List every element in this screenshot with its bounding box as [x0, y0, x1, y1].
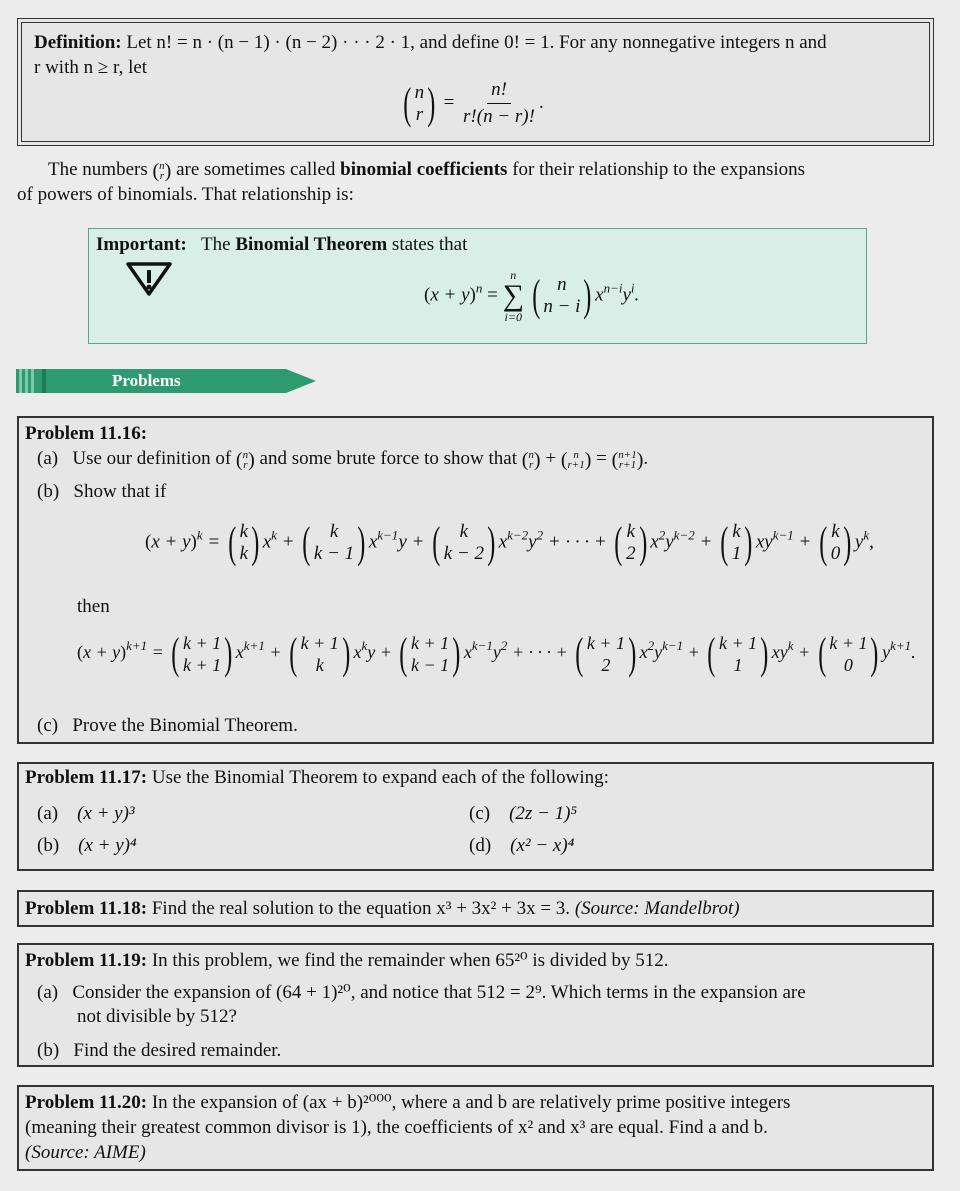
problem-11-20: [17, 1085, 934, 1171]
problem-11-16: Problem 11.16: (a) Use our definition of ( n r ) and some brute force to show that ( n r ) + ( n r+1 ) = ( n+1 r+1 ) . (b) Show that if $(x + y)^k$ = ( k k ) $x^k$ + ( k k − 1 ) $x^{k-1}y$ + ( k k − 2 ) $x^{k-2}y^2$ + · · · + ( k 2 ) $x^2y^{k-2}$ + ( k 1 ) $xy^{k-1}$ + ( k 0 ) $y^k$, then $(x + y)^{k+1}$ = ( k + 1 k + 1 ) $x^{k+1}$ + ( k + 1 k ) $x^ky$ + ( k + 1 k − 1 ) $x^{k-1}y^2$ + · · · + ( k + 1 2 ) $x^2y^{k-1}$ + ( k + 1 1 ) $xy^k$ + ( k + 1 0 ) $y^{k+1}$. (c) Prove the Binomial Theorem.: [17, 416, 934, 744]
expansion-k1-formula: $(x + y)^{k+1}$ = ( k + 1 k + 1 ) $x^{k+1}$ + ( k + 1 k ) $x^ky$ + ( k + 1 k − 1 ) $x^{k-1}y^2$ + · · · + ( k + 1 2 ) $x^2y^{k-1}$ + ( k + 1 1 ) $xy^k$ + ( k + 1 0 ) $y^{k+1}$.: [77, 629, 916, 678]
p19-label: Problem 11.19:: [25, 950, 148, 971]
p17-item-b: [37, 834, 137, 858]
definition-label: Definition:: [34, 32, 122, 53]
intro-line-2: of powers of binomials. That relationship is:: [17, 184, 354, 205]
p19-b-text: Find the desired remainder.: [73, 1040, 282, 1061]
p19-a-text-2: not divisible by 512?: [77, 1006, 237, 1027]
definition-text-2: r with n ≥ r, let: [34, 57, 148, 78]
p17-item-d-tag: (d): [469, 835, 492, 856]
p20-source: (Source: AIME): [25, 1142, 146, 1163]
p17-item-b-expr: (x + y)⁴: [78, 835, 137, 856]
intro-term: binomial coefficients: [340, 159, 508, 180]
p16-then: then: [77, 596, 110, 617]
intro-post: for their relationship to the expansions: [512, 159, 806, 180]
p17-label: Problem 11.17:: [25, 767, 148, 788]
pascal-identity: ( n r ): [521, 448, 541, 471]
p16-c-text: Prove the Binomial Theorem.: [72, 715, 298, 736]
important-label: Important:: [96, 234, 187, 255]
p16-a-tag: (a): [37, 448, 59, 469]
problem-11-17: [17, 762, 934, 871]
p20-label: Problem 11.20:: [25, 1092, 148, 1113]
p16-a-text2: and some brute force to show that: [259, 448, 517, 469]
p17-item-d: [469, 834, 574, 858]
p17-item-a: [37, 802, 135, 826]
p18-source: (Source: Mandelbrot): [574, 898, 740, 919]
important-pre: The: [201, 234, 231, 255]
p18-text: Find the real solution to the equation x³ + 3x² + 3x = 3.: [151, 898, 571, 919]
p17-item-c-expr: (2z − 1)⁵: [509, 803, 578, 824]
p19-a-text-1: Consider the expansion of (64 + 1)²⁰, and notice that 512 = 2⁹. Which terms in the expansion are: [72, 982, 806, 1003]
p16-b-tag: (b): [37, 481, 60, 502]
p17-item-c-tag: (c): [469, 803, 491, 824]
intro-line-1: The numbers ( n r ) are sometimes called binomial coefficients for their relationship to the expansions: [48, 159, 806, 182]
p16-label: Problem 11.16:: [25, 423, 148, 444]
intro-pre: The numbers: [48, 159, 148, 180]
p16-b-text: Show that if: [73, 481, 167, 502]
expansion-k-formula: $(x + y)^k$ = ( k k ) $x^k$ + ( k k − 1 ) $x^{k-1}y$ + ( k k − 2 ) $x^{k-2}y^2$ + · · · + ( k 2 ) $x^2y^{k-2}$ + ( k 1 ) $xy^{k-1}$ + ( k 0 ) $y^k$,: [145, 518, 874, 567]
definition-text-1: Let n! = n · (n − 1) · (n − 2) · · · 2 · 1, and define 0! = 1. For any nonnegative integers n and: [126, 32, 827, 53]
problem-11-19: [17, 943, 934, 1067]
definition-box: [17, 18, 934, 146]
binomial-definition-formula: ( n r ) = $\frac{n!}{r!(n - r)!}$ .: [403, 78, 544, 128]
important-theorem: Binomial Theorem: [235, 234, 388, 255]
important-post: states that: [391, 234, 468, 255]
p20-text-1: In the expansion of (ax + b)²⁰⁰⁰, where a and b are relatively prime positive integers: [151, 1092, 791, 1113]
p16-a-text: Use our definition of: [72, 448, 232, 469]
intro-mid: are sometimes called: [176, 159, 336, 180]
problems-banner-label: Problems: [112, 371, 181, 390]
binomial-theorem-formula: $(x + y)^n$ = n ∑ i=0 ( n n − i ) $x^{n-i}y^i$.: [424, 268, 640, 324]
p17-item-b-tag: (b): [37, 835, 60, 856]
warning-icon: [125, 261, 173, 297]
p17-item-d-expr: (x² − x)⁴: [510, 835, 575, 856]
p18-label: Problem 11.18:: [25, 898, 148, 919]
p19-a-tag: (a): [37, 982, 59, 1003]
p20-text-2: (meaning their greatest common divisor is 1), the coefficients of x² and x³ are equal. Find a and b.: [25, 1117, 768, 1138]
p17-text: Use the Binomial Theorem to expand each of the following:: [151, 767, 609, 788]
p16-c-tag: (c): [37, 715, 59, 736]
p19-b-tag: (b): [37, 1040, 60, 1061]
p17-item-c: [469, 802, 577, 826]
problem-11-18: [17, 890, 934, 927]
p17-item-a-expr: (x + y)³: [77, 803, 135, 824]
important-box: [88, 228, 867, 344]
p17-item-a-tag: (a): [37, 803, 59, 824]
p19-text: In this problem, we find the remainder when 65²⁰ is divided by 512.: [151, 950, 669, 971]
